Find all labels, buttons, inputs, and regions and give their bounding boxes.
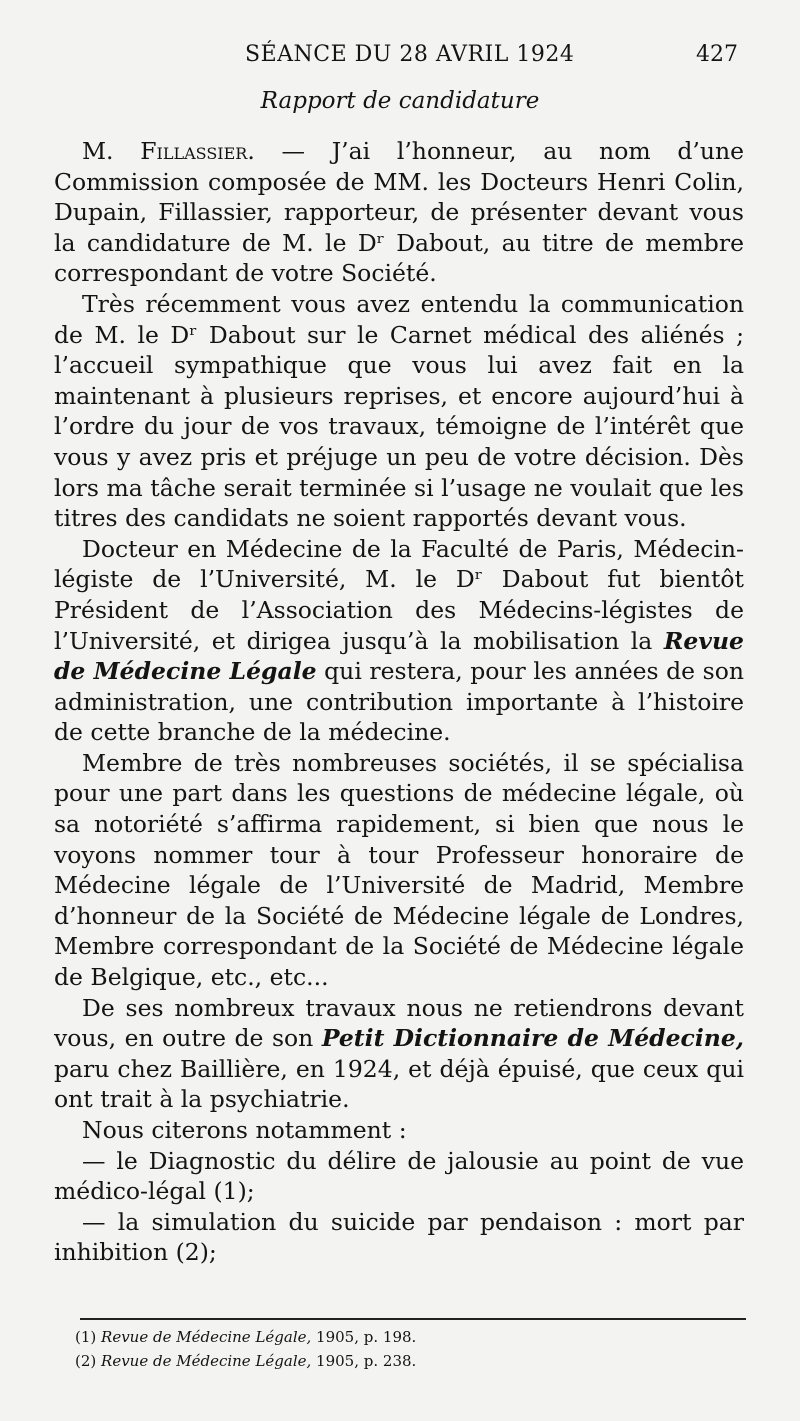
footnote-journal: Revue de Médecine Légale, (101, 1328, 312, 1346)
paragraph-5-text-b: paru chez Baillière, en 1924, et déjà épuisé, que ceux qui ont trait à la psychiatrie. (54, 1054, 744, 1114)
journal-title: Revue de Médecine Légale (54, 626, 744, 686)
footnote-divider (80, 1318, 746, 1320)
section-subtitle: Rapport de candidature (260, 88, 540, 114)
paragraph-5-text-a: De ses nombreux travaux nous ne retiendrons devant vous, en outre de son (54, 993, 744, 1053)
paragraph-5 (54, 993, 744, 1115)
paragraph-3-text-a: Docteur en Médecine de la Faculté de Paris, Médecin-légiste de l’Université, M. le Dʳ Dabout fut bientôt Président de l’Association des Médecins-légistes de l’Université, et dirigea jusqu’à la mobilisation la (54, 534, 744, 655)
paragraph-3 (54, 534, 744, 748)
footnote-marker: (1) (75, 1328, 97, 1346)
footnote-2 (75, 1349, 755, 1373)
paragraph-3-text-b: qui restera, pour les années de son administration, une contribution importante à l’histoire de cette branche de la médecine. (54, 657, 744, 747)
running-title: SÉANCE DU 28 AVRIL 1924 (245, 42, 575, 67)
speaker-name: M. Fillassier. (82, 137, 255, 165)
book-title: Petit Dictionnaire de Médecine, (321, 1024, 744, 1053)
footnote-reference: 1905, p. 198. (311, 1328, 417, 1346)
paragraph-4: Membre de très nombreuses sociétés, il se spécialisa pour une part dans les questions de médecine légale, où sa notoriété s’affirma rapidement, si bien que nous le voyons nommer tour à tour Professeur honoraire de Médecine légale de l’Université de Madrid, Membre d’honneur de la Société de Médecine légale de Londres, Membre correspondant de la Société de Médecine légale de Belgique, etc., etc... (54, 748, 744, 992)
footnote-1 (75, 1325, 755, 1349)
footnote-journal: Revue de Médecine Légale, (101, 1352, 312, 1370)
page-number: 427 (696, 42, 738, 67)
paragraph-1 (54, 136, 744, 289)
list-item-2: — la simulation du suicide par pendaison : mort par inhibition (2); (54, 1207, 744, 1267)
paragraph-2: Très récemment vous avez entendu la communication de M. le Dʳ Dabout sur le Carnet médical des aliénés ; l’accueil sympathique que vous lui avez fait en la maintenant à plusieurs reprises, et encore aujourd’hui à l’ordre du jour de vos travaux, témoigne de l’intérêt que vous y avez pris et préjuge un peu de votre décision. Dès lors ma tâche serait terminée si l’usage ne voulait que les titres des candidats ne soient rapportés devant vous. (54, 289, 744, 533)
footnote-reference: 1905, p. 238. (311, 1352, 417, 1370)
footnote-marker: (2) (75, 1352, 97, 1370)
footnotes (75, 1325, 755, 1373)
body-text (54, 136, 744, 1268)
paragraph-6: Nous citerons notamment : (82, 1116, 407, 1144)
list-item-1: — le Diagnostic du délire de jalousie au point de vue médico-légal (1); (54, 1146, 744, 1206)
page-header (0, 42, 800, 76)
paragraph-1-text: — J’ai l’honneur, au nom d’une Commission composée de MM. les Docteurs Henri Colin, Dupain, Fillassier, rapporteur, de présenter devant vous la candidature de M. le Dʳ Dabout, au titre de membre correspondant de votre Société. (54, 137, 745, 288)
